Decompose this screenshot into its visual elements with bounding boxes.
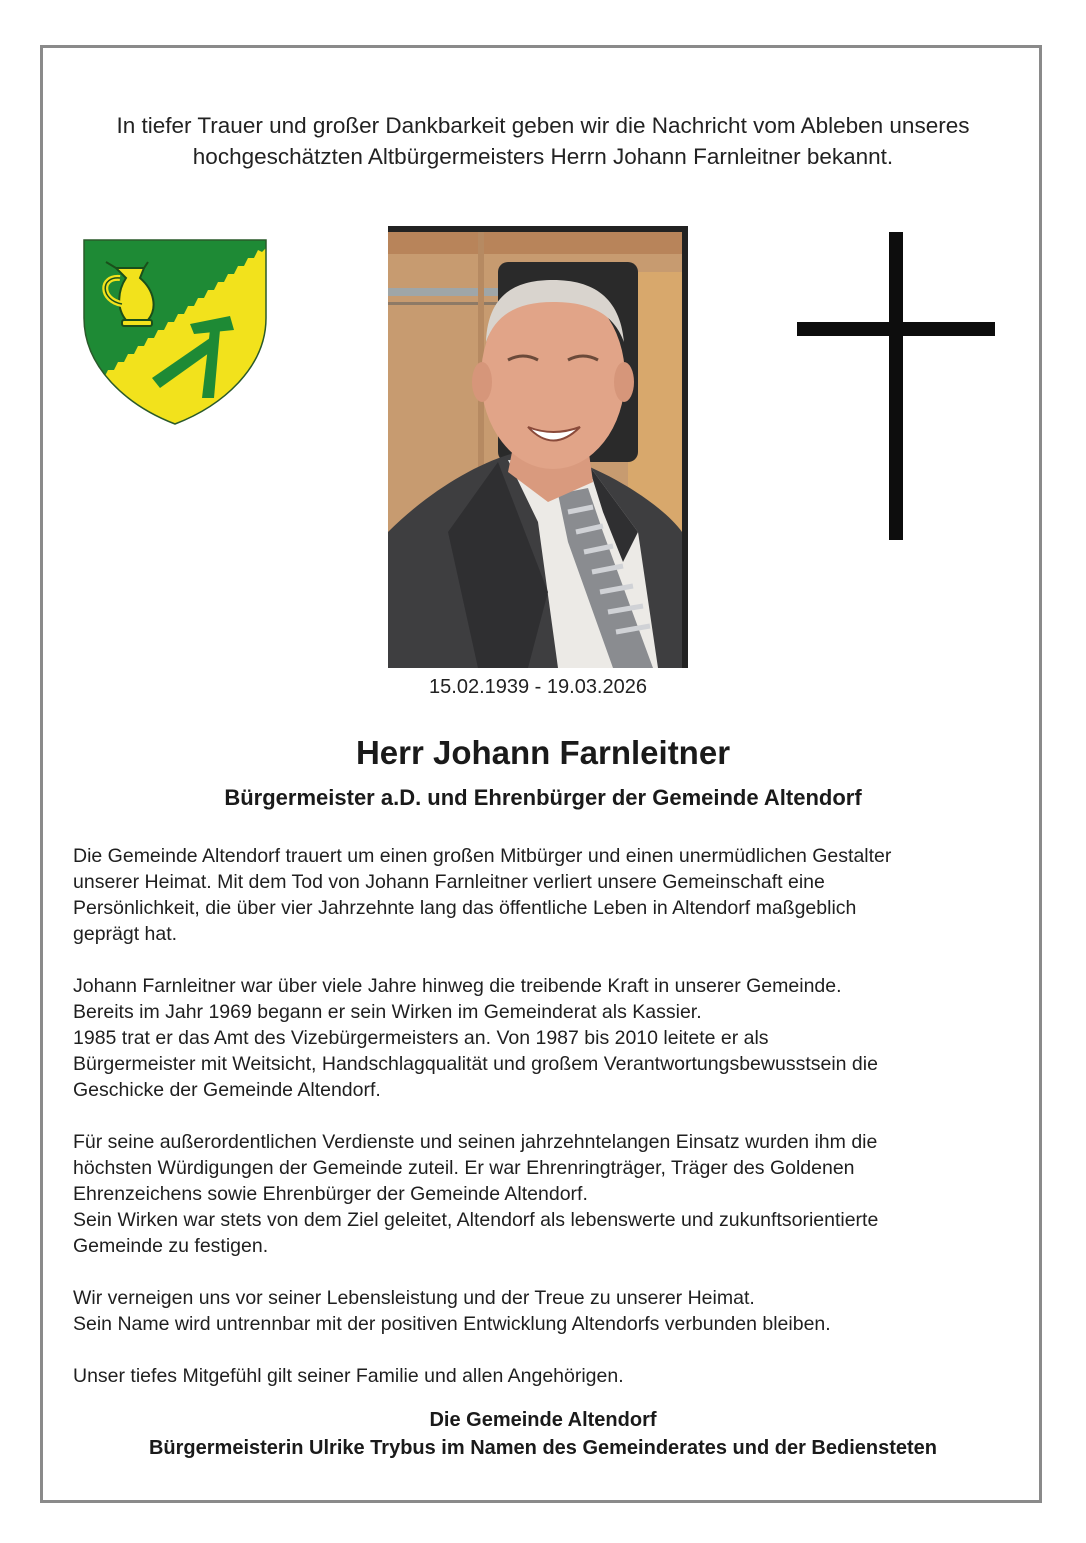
life-dates: 15.02.1939 - 19.03.2026 [429,676,647,698]
intro-line-1: In tiefer Trauer und großer Dankbarkeit geben wir die Nachricht vom Ableben unseres [116,113,970,138]
text-line: Unser tiefes Mitgefühl gilt seiner Familie und allen Angehörigen. [73,1365,624,1387]
obituary-body [73,843,1001,1415]
paragraph-5 [73,1363,1001,1389]
text-line: Wir verneigen uns vor seiner Lebensleistung und der Treue zu unserer Heimat. [73,1287,755,1309]
paragraph-4 [73,1285,1001,1337]
text-line: höchsten Würdigungen der Gemeinde zuteil. Er war Ehrenringträger, Träger des Goldenen [73,1157,855,1179]
deceased-name: Herr Johann Farnleitner [355,734,731,771]
paragraph-3 [73,1129,1001,1259]
coat-of-arms-icon [82,238,268,426]
text-line: Die Gemeinde Altendorf trauert um einen großen Mitbürger und einen unermüdlichen Gestalter [73,845,892,867]
signature-block [50,1406,1036,1462]
text-line: Johann Farnleitner war über viele Jahre hinweg die treibende Kraft in unserer Gemeinde. [73,975,842,997]
portrait-photo [388,226,688,668]
portrait-illustration [388,232,682,668]
text-line: unserer Heimat. Mit dem Tod von Johann Farnleitner verliert unsere Gemeinschaft eine [73,871,825,893]
paragraph-2 [73,973,1001,1103]
signature-mayor: Bürgermeisterin Ulrike Trybus im Namen des Gemeinderates und der Bediensteten [148,1437,938,1459]
text-line: Sein Name wird untrennbar mit der positiven Entwicklung Altendorfs verbunden bleiben. [73,1313,831,1335]
intro-text [50,110,1036,172]
text-line: Für seine außerordentlichen Verdienste und seinen jahrzehntelangen Einsatz wurden ihm die [73,1131,878,1153]
text-line: Gemeinde zu festigen. [73,1235,269,1257]
text-line: Bereits im Jahr 1969 begann er sein Wirken im Gemeinderat als Kassier. [73,1001,702,1023]
intro-line-2: hochgeschätzten Altbürgermeisters Herrn Johann Farnleitner bekannt. [192,144,894,169]
text-line: Geschicke der Gemeinde Altendorf. [73,1079,381,1101]
text-line: Bürgermeister mit Weitsicht, Handschlagqualität und großem Verantwortungsbewusstsein die [73,1053,878,1075]
text-line: Persönlichkeit, die über vier Jahrzehnte lang das öffentliche Leben in Altendorf maßgeblich [73,897,857,919]
paragraph-1 [73,843,1001,947]
cross-icon [797,232,995,540]
signature-municipality: Die Gemeinde Altendorf [429,1409,657,1431]
text-line: geprägt hat. [73,923,178,945]
text-line: 1985 trat er das Amt des Vizebürgermeisters an. Von 1987 bis 2010 leitete er als [73,1027,769,1049]
text-line: Sein Wirken war stets von dem Ziel geleitet, Altendorf als lebenswerte und zukunftsorientierte [73,1209,879,1231]
deceased-title: Bürgermeister a.D. und Ehrenbürger der Gemeinde Altendorf [224,785,862,810]
text-line: Ehrenzeichens sowie Ehrenbürger der Gemeinde Altendorf. [73,1183,588,1205]
